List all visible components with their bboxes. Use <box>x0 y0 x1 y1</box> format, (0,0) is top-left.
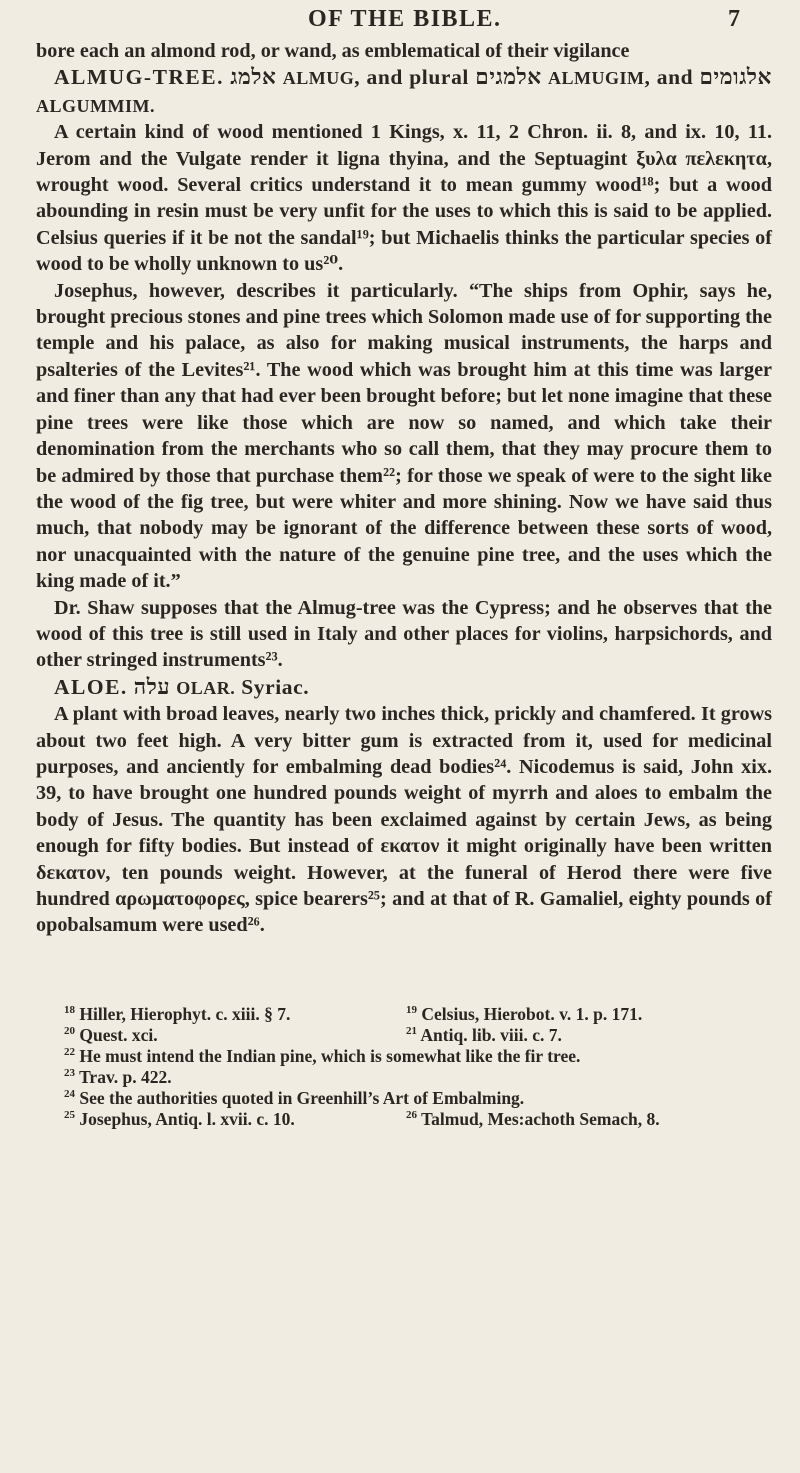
footnote-18: $^{18}$ Hiller, Hierophyt. c. xiii. § 7. <box>64 1004 291 1024</box>
entry-head-aloe <box>36 674 772 701</box>
running-title: OF THE BIBLE. <box>308 6 502 32</box>
connector-plural: , and plural <box>354 65 469 90</box>
footnote-22: $^{22}$ He must intend the Indian pine, which is somewhat like the fir tree. <box>64 1046 581 1066</box>
paragraph-aloe-1: A plant with broad leaves, nearly two inches thick, prickly and chamfered. It grows about two feet high. A very bitter gum is extracted from it, used for medicinal purposes, and anciently for embalming dead bodies²⁴. Nicodemus is said, John xix. 39, to have brought one hundred pounds weight of myrrh and aloes to embalm the body of Jesus. The quantity has been exclaimed against by certain Jews, as being enough for fifty bodies. But instead of εκατον it might originally have been written δεκατον, ten pounds weight. However, at the funeral of Herod there were five hundred αρωματοφορες, spice bearers²⁵; and at that of R. Gamaliel, eighty pounds of opobalsamum were used²⁶. <box>36 703 772 937</box>
footnote-24: $^{24}$ See the authorities quoted in Greenhill’s Art of Embalming. <box>64 1088 525 1108</box>
footnote-19: $^{19}$ Celsius, Hierobot. v. 1. p. 171. <box>406 1004 643 1024</box>
headword-aloe: ALOE. <box>54 674 128 699</box>
footnotes <box>64 1004 774 1130</box>
aloe-note: Syriac. <box>241 674 310 699</box>
paragraph-almug-1: A certain kind of wood mentioned 1 Kings, x. 11, 2 Chron. ii. 8, and ix. 10, 11. Jerom and the Vulgate render it ligna thyina, and the Septuagint ξυλα πελεκητα, wrought wood. Several critics understand it to mean gummy wood¹⁸; but a wood abounding in resin must be very unfit for the uses to which this is said to be applied. Celsius queries if it be not the sandal¹⁹; but Michaelis thinks the particular species of wood to be wholly unknown to us²⁰. <box>36 121 772 276</box>
footnote-25: $^{25}$ Josephus, Antiq. l. xvii. c. 10. <box>64 1109 295 1129</box>
hebrew-almug: אלמג <box>230 65 277 90</box>
page-number: 7 <box>728 6 740 32</box>
hebrew-algummim: אלגומים <box>699 65 772 90</box>
translit-almug: ALMUG <box>282 68 355 89</box>
hebrew-aloe: עלה <box>133 674 171 699</box>
paragraph-almug-3: Dr. Shaw supposes that the Almug-tree was the Cypress; and he observes that the wood of this tree is still used in Italy and other places for violins, harpsichords, and other stringed instruments²³. <box>36 596 772 672</box>
running-head <box>0 6 800 40</box>
translit-algummim: ALGUMMIM. <box>36 95 155 116</box>
paragraph-opening: bore each an almond rod, or wand, as emblematical of their vigilance <box>36 40 630 62</box>
headword-almug: ALMUG-TREE. <box>54 65 224 90</box>
footnote-21: $^{21}$ Antiq. lib. viii. c. 7. <box>406 1025 562 1045</box>
footnote-23: $^{23}$ Trav. p. 422. <box>64 1067 172 1087</box>
translit-almugim: ALMUGIM <box>547 68 645 89</box>
connector-and: , and <box>644 65 694 90</box>
translit-aloe: OLAR. <box>176 677 236 698</box>
footnote-26: $^{26}$ Talmud, Mes:achoth Semach, 8. <box>406 1109 660 1129</box>
body-text <box>36 38 772 939</box>
hebrew-almugim: אלמגים <box>475 65 542 90</box>
entry-head-almug <box>36 64 772 119</box>
footnote-20: $^{20}$ Quest. xci. <box>64 1025 158 1045</box>
paragraph-almug-2: Josephus, however, describes it particularly. “The ships from Ophir, says he, brought precious stones and pine trees which Solomon made use of for supporting the temple and his palace, as also for making musical instruments, the harps and psalteries of the Levites²¹. The wood which was brought him at this time was larger and finer than any that had ever been brought before; but let none imagine that these pine trees were like those which are now so named, and which take their denomination from the merchants who so call them, that they may procure them to be admired by those that purchase them²²; for those we speak of were to the sight like the wood of the fig tree, but were whiter and more shining. Now we have said thus much, that nobody may be ignorant of the difference between these sorts of wood, nor unacquainted with the nature of the genuine pine tree, and the uses which the king made of it.” <box>36 279 772 593</box>
